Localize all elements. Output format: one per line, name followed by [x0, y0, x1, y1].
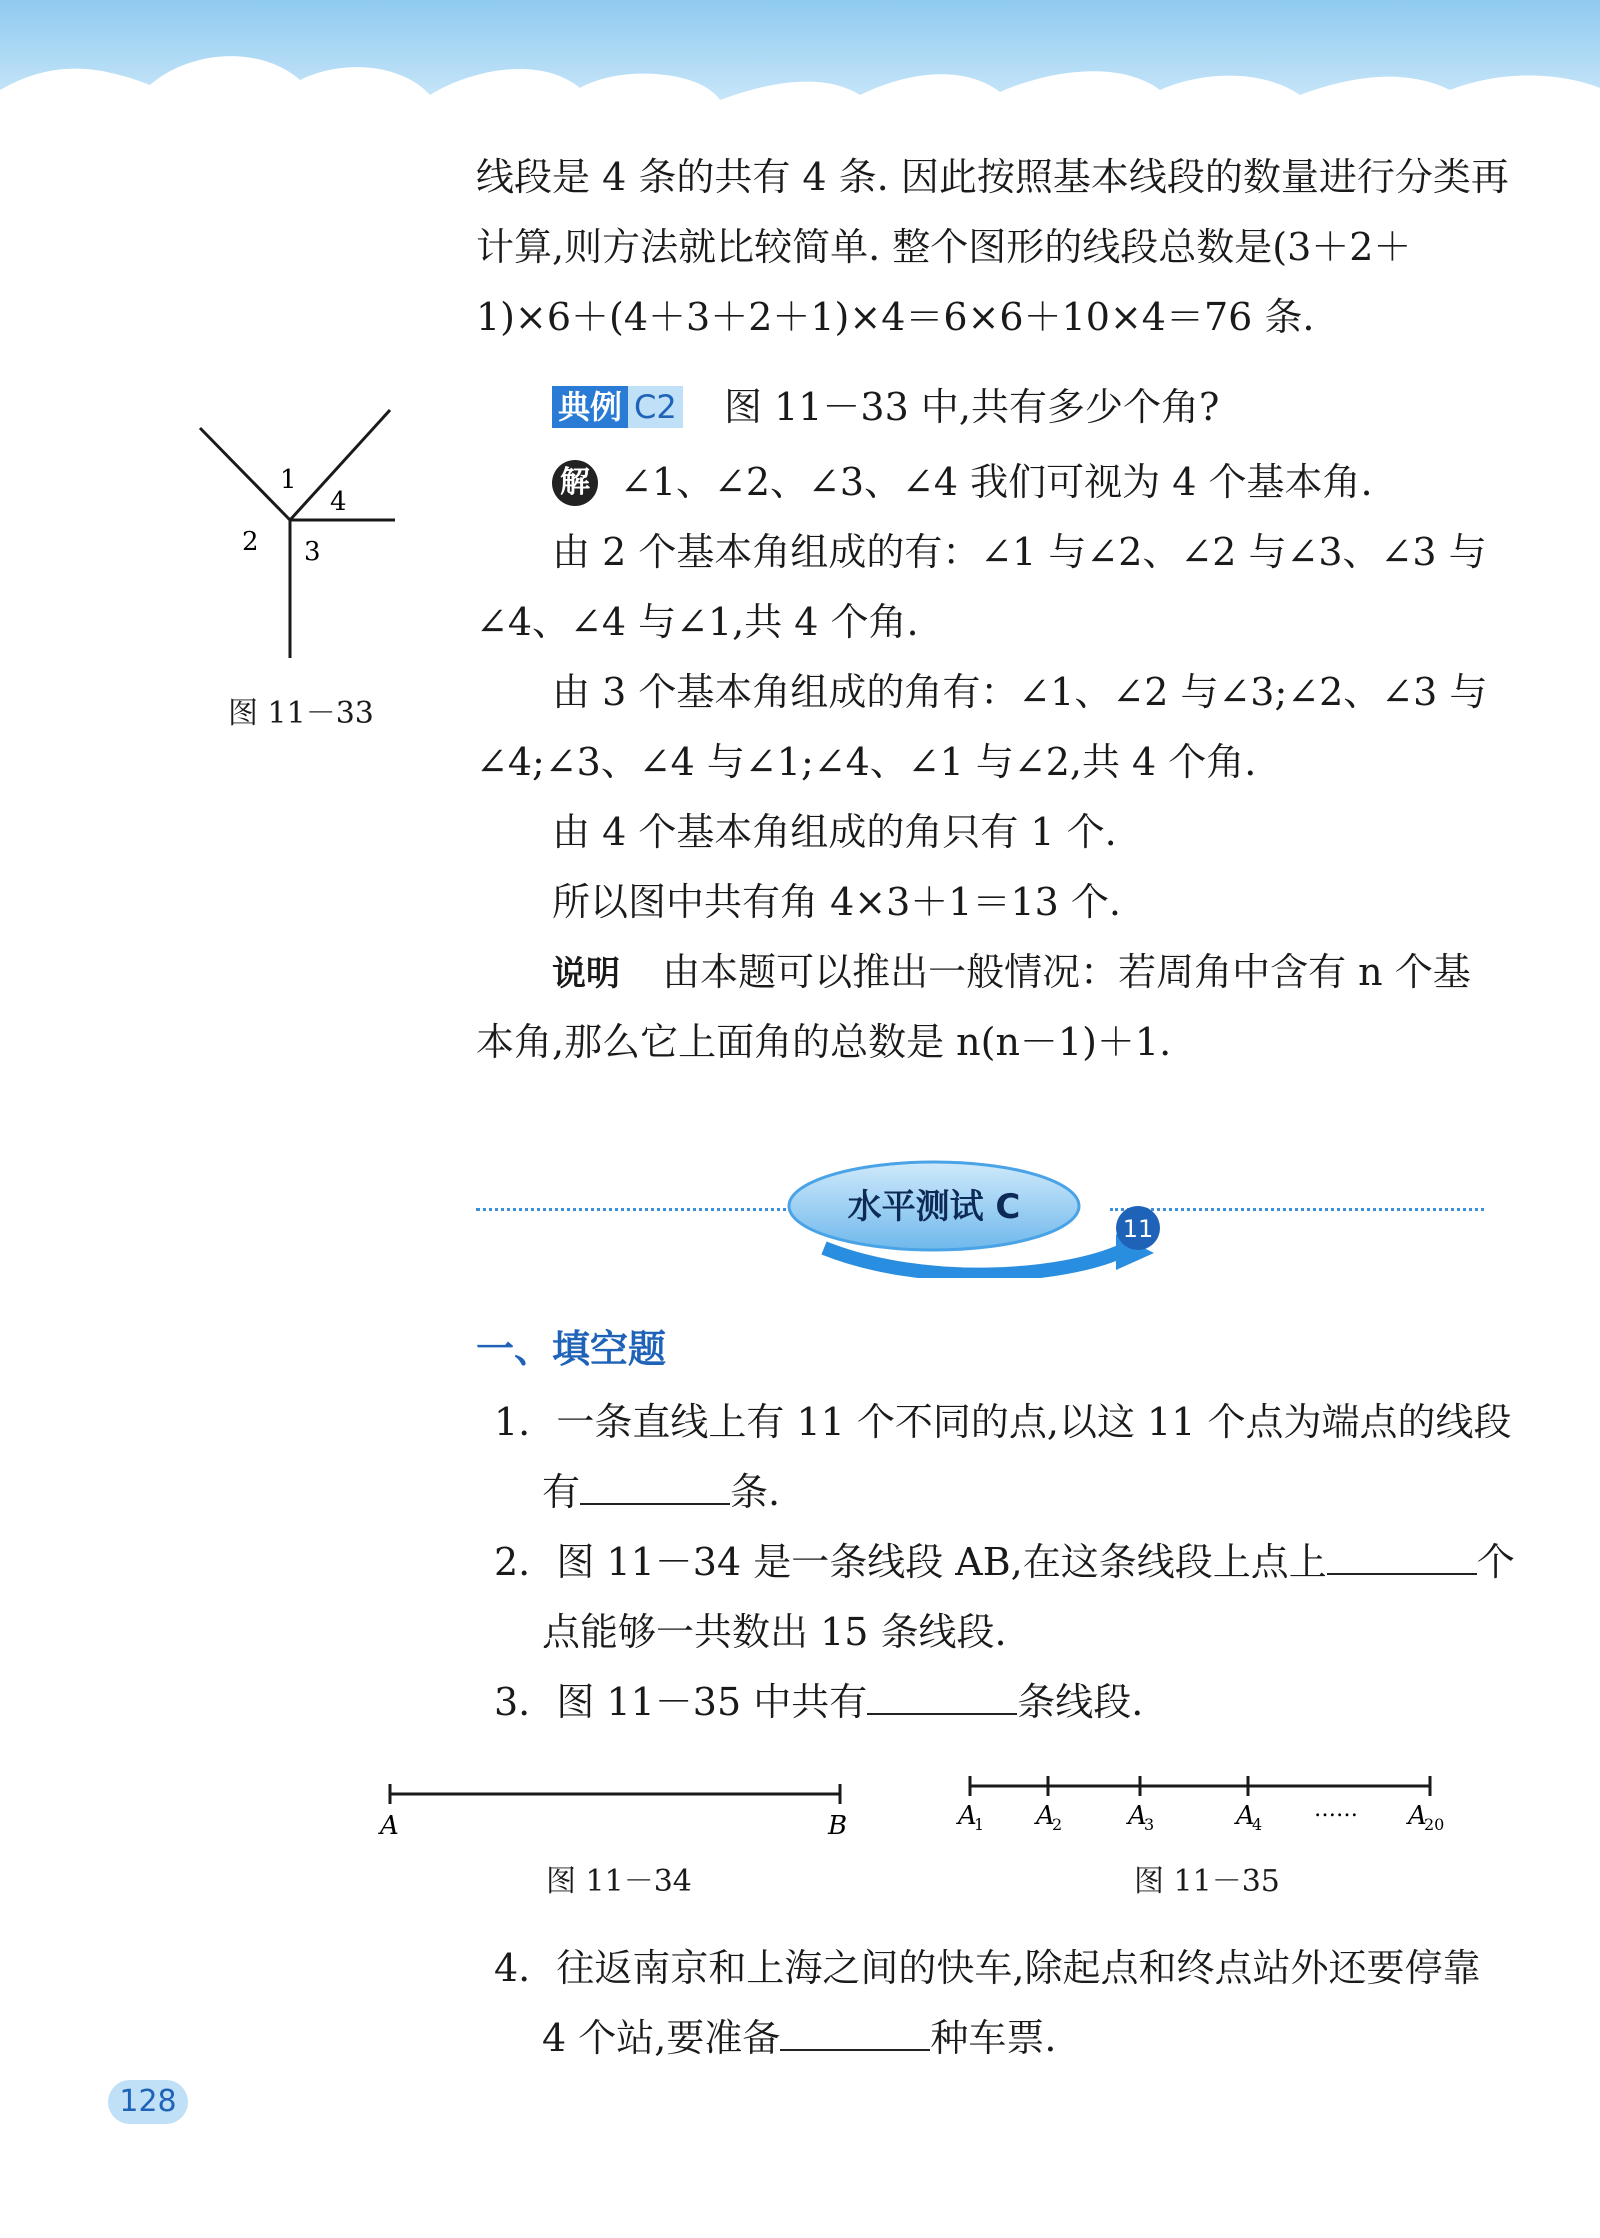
- note-label: 说明: [552, 954, 620, 994]
- question-number: 2.: [494, 1540, 531, 1584]
- answer-blank[interactable]: [580, 1459, 730, 1505]
- example-badge-main: 典例: [552, 386, 628, 428]
- question-text: 条.: [730, 1470, 781, 1514]
- question-text: 往返南京和上海之间的快车,除起点和终点站外还要停靠: [556, 1946, 1481, 1990]
- question-number: 1.: [494, 1400, 531, 1444]
- solution-line: 由 4 个基本角组成的角只有 1 个.: [552, 810, 1117, 854]
- figure-caption: 图 11－33: [228, 696, 374, 731]
- point-subscript: 20: [1424, 1815, 1445, 1834]
- angle-label-4: 4: [330, 487, 347, 517]
- point-subscript: 1: [974, 1815, 985, 1834]
- point-label-a: A: [380, 1811, 399, 1841]
- answer-blank[interactable]: [867, 1669, 1017, 1715]
- solution-line: 由 2 个基本角组成的有：∠1 与∠2、∠2 与∠3、∠3 与: [552, 530, 1487, 574]
- header-sky-decoration: [0, 0, 1600, 130]
- text-line: 1)×6＋(4＋3＋2＋1)×4＝6×6＋10×4＝76 条.: [476, 295, 1315, 339]
- point-label: A: [958, 1801, 977, 1831]
- solution-line: 由 3 个基本角组成的角有：∠1、∠2 与∠3;∠2、∠3 与: [552, 670, 1488, 714]
- question-1-cont: [542, 1457, 780, 1527]
- text-line: 计算,则方法就比较简单. 整个图形的线段总数是(3＋2＋: [476, 225, 1412, 269]
- question-text: 条线段.: [1017, 1680, 1144, 1724]
- point-label: A: [1128, 1801, 1147, 1831]
- test-banner-title: 水平测试 C: [847, 1187, 1021, 1227]
- solution-line: ∠4、∠4 与∠1,共 4 个角.: [476, 600, 919, 644]
- dotted-divider: [476, 1208, 794, 1211]
- solution-line: ∠4;∠3、∠4 与∠1;∠4、∠1 与∠2,共 4 个角.: [476, 740, 1257, 784]
- example-badge-code: C2: [628, 386, 683, 428]
- point-label: A: [1036, 1801, 1055, 1831]
- question-text: 种车票.: [930, 2016, 1057, 2060]
- point-subscript: 4: [1252, 1815, 1263, 1834]
- answer-blank[interactable]: [780, 2005, 930, 2051]
- question-text: 4 个站,要准备: [542, 2016, 781, 2060]
- figure-11-33: [180, 400, 420, 670]
- angle-label-1: 1: [280, 465, 297, 495]
- page-number: 128: [108, 2080, 188, 2124]
- example-question: 图 11－33 中,共有多少个角?: [724, 385, 1220, 429]
- question-text: 图 11－35 中共有: [556, 1680, 868, 1724]
- point-label: A: [1408, 1801, 1427, 1831]
- figure-caption: 图 11－34: [546, 1864, 692, 1899]
- ellipsis: ……: [1314, 1797, 1358, 1822]
- text-line: 线段是 4 条的共有 4 条. 因此按照基本线段的数量进行分类再: [476, 155, 1509, 199]
- question-text: 有: [542, 1470, 581, 1514]
- angle-label-3: 3: [304, 537, 321, 567]
- question-4: [494, 1933, 1480, 2003]
- question-2-cont: 点能够一共数出 15 条线段.: [542, 1610, 1007, 1654]
- section-title: 一、填空题: [476, 1327, 667, 1371]
- question-3: [494, 1667, 1143, 1737]
- figure-11-34: [370, 1772, 860, 1842]
- point-subscript: 2: [1052, 1815, 1063, 1834]
- test-banner-badge: 11: [1122, 1215, 1154, 1243]
- question-1: [494, 1387, 1511, 1457]
- question-text: 个: [1476, 1540, 1515, 1584]
- question-number: 3.: [494, 1680, 531, 1724]
- note-line: 本角,那么它上面角的总数是 n(n－1)＋1.: [476, 1020, 1172, 1064]
- question-number: 4.: [494, 1946, 531, 1990]
- point-label-b: B: [828, 1811, 848, 1841]
- question-text: 图 11－34 是一条线段 AB,在这条线段上点上: [556, 1540, 1327, 1584]
- test-banner: [784, 1158, 1174, 1278]
- figure-11-35: [952, 1770, 1452, 1845]
- figure-caption: 图 11－35: [1134, 1864, 1280, 1899]
- question-text: 一条直线上有 11 个不同的点,以这 11 个点为端点的线段: [556, 1400, 1512, 1444]
- question-2: [494, 1527, 1515, 1597]
- note-text: 由本题可以推出一般情况：若周角中含有 n 个基: [662, 950, 1471, 994]
- note-line: [552, 937, 1471, 1009]
- example-badge: [552, 386, 683, 428]
- angle-label-2: 2: [242, 527, 259, 557]
- question-4-cont: [542, 2003, 1056, 2073]
- point-subscript: 3: [1144, 1815, 1155, 1834]
- answer-blank[interactable]: [1327, 1529, 1477, 1575]
- solution-marker: 解: [552, 460, 598, 506]
- solution-line: 所以图中共有角 4×3＋1＝13 个.: [552, 880, 1121, 924]
- solution-line: ∠1、∠2、∠3、∠4 我们可视为 4 个基本角.: [620, 460, 1373, 504]
- point-label: A: [1236, 1801, 1255, 1831]
